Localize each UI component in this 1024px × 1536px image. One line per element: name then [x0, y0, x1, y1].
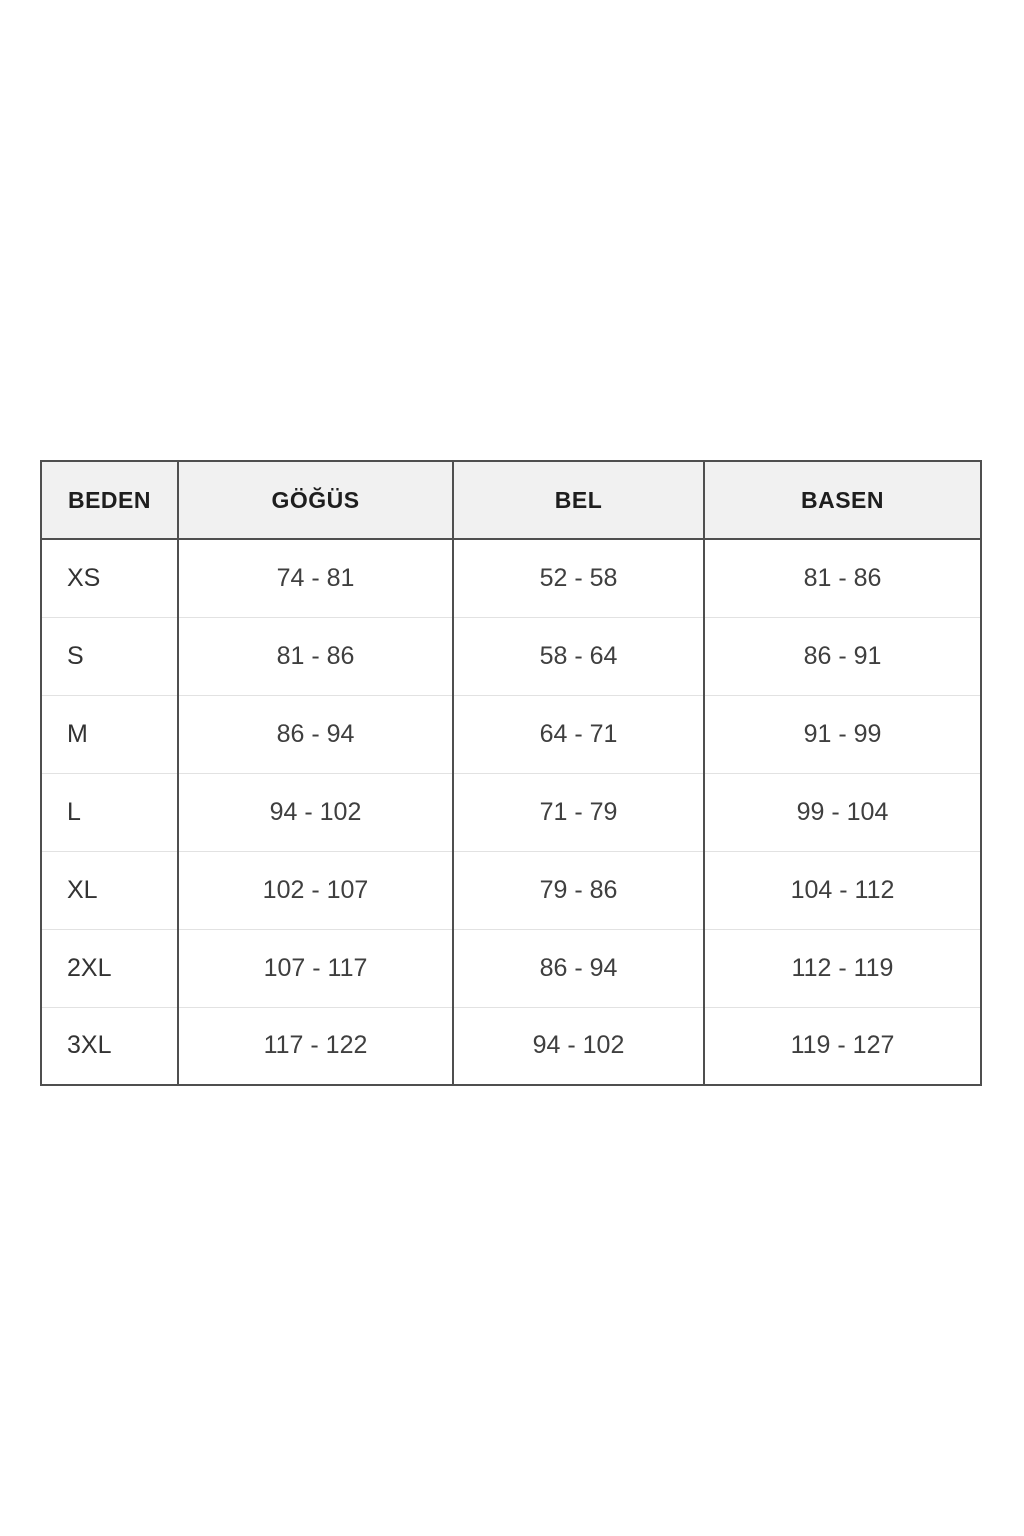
chest-value: 117 - 122 [178, 1007, 453, 1085]
waist-value: 79 - 86 [453, 851, 704, 929]
size-chart-header [41, 461, 981, 539]
header-beden: BEDEN [41, 461, 178, 539]
size-chart-table [40, 460, 982, 1086]
size-label: 2XL [41, 929, 178, 1007]
chest-value: 74 - 81 [178, 539, 453, 617]
size-label: L [41, 773, 178, 851]
hip-value: 86 - 91 [704, 617, 981, 695]
table-row [41, 1007, 981, 1085]
header-bel: BEL [453, 461, 704, 539]
hip-value: 91 - 99 [704, 695, 981, 773]
waist-value: 86 - 94 [453, 929, 704, 1007]
hip-value: 81 - 86 [704, 539, 981, 617]
table-row [41, 773, 981, 851]
size-label: S [41, 617, 178, 695]
waist-value: 71 - 79 [453, 773, 704, 851]
header-row [41, 461, 981, 539]
chest-value: 94 - 102 [178, 773, 453, 851]
size-label: 3XL [41, 1007, 178, 1085]
waist-value: 94 - 102 [453, 1007, 704, 1085]
table-row [41, 695, 981, 773]
chest-value: 81 - 86 [178, 617, 453, 695]
waist-value: 58 - 64 [453, 617, 704, 695]
size-label: XS [41, 539, 178, 617]
header-basen: BASEN [704, 461, 981, 539]
header-gogus: GÖĞÜS [178, 461, 453, 539]
hip-value: 99 - 104 [704, 773, 981, 851]
waist-value: 64 - 71 [453, 695, 704, 773]
hip-value: 104 - 112 [704, 851, 981, 929]
table-row [41, 929, 981, 1007]
hip-value: 119 - 127 [704, 1007, 981, 1085]
size-label: M [41, 695, 178, 773]
size-label: XL [41, 851, 178, 929]
table-row [41, 851, 981, 929]
chest-value: 107 - 117 [178, 929, 453, 1007]
table-row [41, 539, 981, 617]
hip-value: 112 - 119 [704, 929, 981, 1007]
table-row [41, 617, 981, 695]
chest-value: 102 - 107 [178, 851, 453, 929]
waist-value: 52 - 58 [453, 539, 704, 617]
chest-value: 86 - 94 [178, 695, 453, 773]
size-chart-body [41, 539, 981, 1085]
